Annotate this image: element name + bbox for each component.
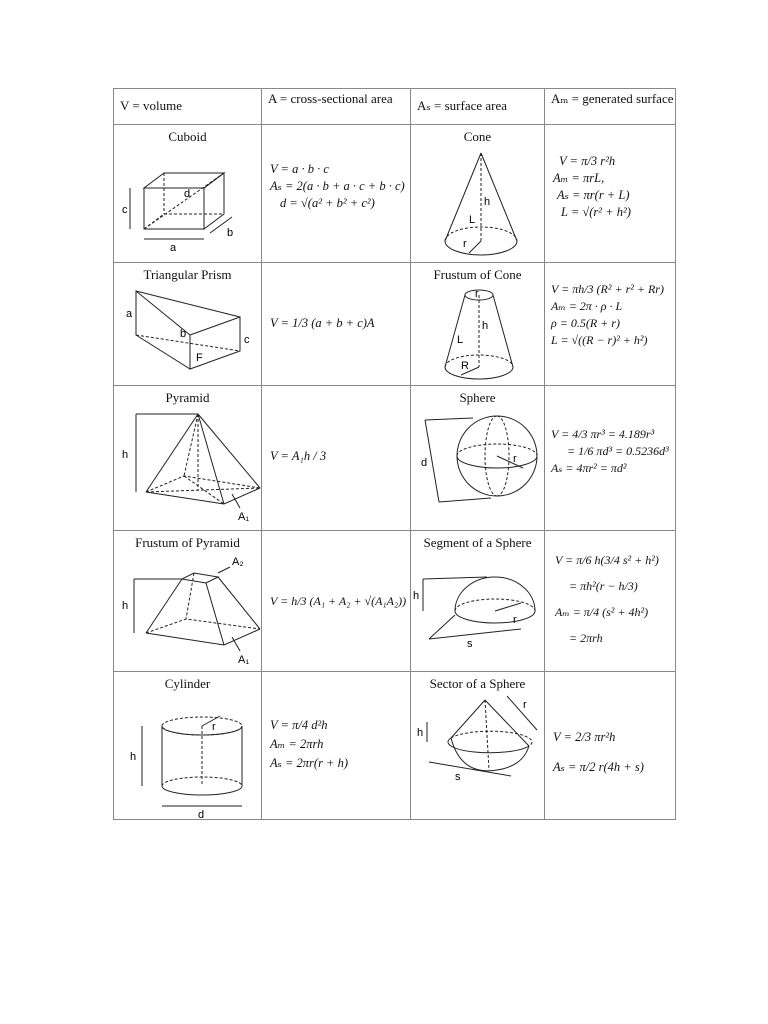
prism-label-b: b (180, 328, 187, 340)
frustum-pyramid-formula-volume: V = h/3 (A₁ + A₂ + √(A₁A₂)) (270, 594, 407, 608)
sphere-figure (411, 404, 545, 530)
frustum-cone-title: Frustum of Cone (433, 267, 522, 282)
header-generated-surface-text: Aₘ = generated surface (551, 91, 674, 106)
segment-sphere-formula-cell (545, 531, 676, 672)
frustum-cone-figure-cell (411, 263, 545, 386)
frustum-pyramid-title: Frustum of Pyramid (135, 535, 240, 550)
cone-formula-volume: V = π/3 r²h (559, 154, 616, 168)
triangular-prism-figure-cell (114, 263, 262, 386)
sector-sphere-label-s: s (455, 771, 461, 783)
sphere-formulas (551, 426, 673, 477)
segment-sphere-label-r: r (513, 614, 517, 626)
cylinder-title: Cylinder (164, 676, 211, 691)
segment-sphere-formulas (555, 547, 673, 651)
frustum-cone-formulas (551, 281, 673, 349)
cuboid-title: Cuboid (168, 129, 207, 144)
cuboid-label-d: d (184, 188, 191, 200)
segment-sphere-label-s: s (467, 638, 473, 650)
cylinder-label-h: h (130, 751, 137, 763)
sector-sphere-formula-cell (545, 672, 676, 820)
sector-sphere-figure (411, 690, 545, 816)
frustum-cone-formula-volume: V = πh/3 (R² + r² + Rr) (551, 282, 664, 296)
frustum-pyramid-formulas (270, 593, 408, 610)
sector-sphere-title: Sector of a Sphere (429, 676, 526, 691)
pyramid-label-A1: A₁ (238, 511, 250, 523)
prism-formula-volume: V = 1/3 (a + b + c)A (270, 316, 375, 330)
cuboid-label-c: c (122, 204, 128, 216)
cylinder-label-d: d (198, 809, 205, 818)
cuboid-formula-surface: Aₛ = 2(a · b + a · c + b · c) (270, 179, 405, 193)
segment-sphere-title: Segment of a Sphere (423, 535, 532, 550)
prism-label-F: F (196, 352, 203, 364)
cylinder-figure-cell (114, 672, 262, 820)
cuboid-label-a: a (170, 242, 177, 254)
sector-sphere-formulas (553, 722, 673, 782)
prism-label-a: a (126, 308, 133, 320)
frustum-cone-label-L: L (457, 334, 464, 346)
frustum-pyramid-figure-cell (114, 531, 262, 672)
frustum-cone-label-h: h (482, 320, 489, 332)
frustum-pyramid-label-A2: A₂ (232, 556, 244, 568)
sector-sphere-label-r: r (523, 699, 527, 711)
header-volume (114, 89, 262, 125)
cone-figure (411, 143, 545, 261)
sphere-formula-volume-d: = 1/6 πd³ = 0.5236d³ (567, 444, 669, 458)
cylinder-label-r: r (212, 721, 216, 733)
segment-sphere-label-h: h (413, 590, 420, 602)
pyramid-formulas (270, 448, 408, 465)
segment-sphere-figure (411, 565, 545, 669)
sphere-title: Sphere (459, 390, 496, 405)
sector-sphere-figure-cell (411, 672, 545, 820)
cylinder-formula-generated: Aₘ = 2πrh (270, 737, 324, 751)
cuboid-formula-diagonal: d = √(a² + b² + c²) (280, 196, 375, 210)
cone-title: Cone (463, 129, 492, 144)
sphere-formula-surface: Aₛ = 4πr² = πd² (551, 461, 627, 475)
segment-sphere-formula-volume-alt: = πh²(r − h/3) (569, 579, 638, 593)
sphere-formula-volume: V = 4/3 πr³ = 4.189r³ (551, 427, 655, 441)
cone-label-r: r (463, 238, 467, 250)
cone-formula-slant: L = √(r² + h²) (561, 205, 631, 219)
triangular-prism-figure (114, 281, 262, 385)
sphere-formula-cell (545, 386, 676, 531)
cone-figure-cell (411, 125, 545, 263)
triangular-prism-formula-cell (262, 263, 411, 386)
sector-sphere-formula-surface: Aₛ = π/2 r(4h + s) (553, 760, 644, 774)
header-generated-surface (545, 89, 676, 125)
sector-sphere-formula-volume: V = 2/3 πr²h (553, 730, 616, 744)
sphere-label-d: d (421, 457, 428, 469)
sphere-label-r: r (513, 453, 517, 465)
cuboid-formula-cell (262, 125, 411, 263)
sphere-figure-cell (411, 386, 545, 531)
header-cross-section-text: A = cross-sectional area (268, 91, 393, 106)
header-surface-area (411, 89, 545, 125)
header-volume-text: V = volume (120, 98, 182, 113)
frustum-cone-formula-rho: ρ = 0.5(R + r) (551, 316, 620, 330)
frustum-cone-formula-slant: L = √((R − r)² + h²) (551, 333, 648, 347)
cone-label-L: L (469, 214, 476, 226)
frustum-cone-formula-cell (545, 263, 676, 386)
pyramid-formula-cell (262, 386, 411, 531)
cylinder-formula-surface: Aₛ = 2πr(r + h) (270, 756, 349, 770)
cuboid-figure (114, 143, 262, 261)
pyramid-figure (114, 404, 262, 530)
header-cross-section (262, 89, 411, 125)
cone-formula-generated: Aₘ = πrL, (553, 171, 605, 185)
frustum-pyramid-label-A1: A₁ (238, 654, 250, 666)
segment-sphere-formula-generated: Aₘ = π/4 (s² + 4h²) (555, 605, 649, 619)
frustum-pyramid-figure (114, 549, 262, 671)
sector-sphere-label-h: h (417, 727, 424, 739)
cone-formulas (553, 153, 673, 221)
triangular-prism-title: Triangular Prism (143, 267, 232, 282)
geometry-formula-table (113, 88, 676, 820)
pyramid-figure-cell (114, 386, 262, 531)
cone-label-h: h (484, 196, 491, 208)
pyramid-label-h: h (122, 449, 129, 461)
header-surface-area-text: Aₛ = surface area (417, 98, 508, 113)
cuboid-formula-volume: V = a · b · c (270, 162, 329, 176)
cuboid-figure-cell (114, 125, 262, 263)
cylinder-formulas (270, 716, 408, 773)
cylinder-figure (114, 690, 262, 818)
cone-formula-cell (545, 125, 676, 263)
cylinder-formula-cell (262, 672, 411, 820)
cuboid-formulas (270, 161, 408, 212)
pyramid-formula-volume: V = A₁h / 3 (270, 449, 327, 463)
frustum-cone-figure (411, 281, 545, 385)
segment-sphere-formula-generated-alt: = 2πrh (569, 631, 603, 645)
frustum-cone-formula-generated: Aₘ = 2π · ρ · L (551, 299, 623, 313)
frustum-cone-label-r: r (475, 288, 479, 300)
pyramid-title: Pyramid (165, 390, 210, 405)
frustum-pyramid-label-h: h (122, 600, 129, 612)
segment-sphere-formula-volume: V = π/6 h(3/4 s² + h²) (555, 553, 659, 567)
cylinder-formula-volume: V = π/4 d²h (270, 718, 328, 732)
frustum-cone-label-R: R (461, 360, 469, 372)
cuboid-label-b: b (227, 227, 234, 239)
frustum-pyramid-formula-cell (262, 531, 411, 672)
triangular-prism-formulas (270, 315, 408, 332)
prism-label-c: c (244, 334, 250, 346)
segment-sphere-figure-cell (411, 531, 545, 672)
cone-formula-surface: Aₛ = πr(r + L) (557, 188, 630, 202)
